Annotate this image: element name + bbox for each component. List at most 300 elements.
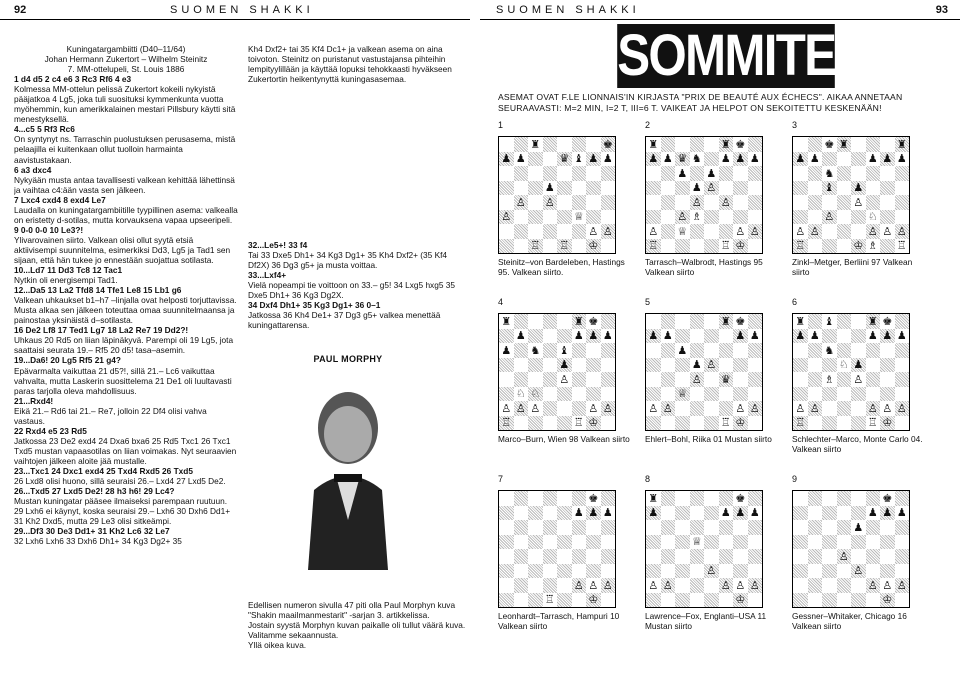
board-square [851,416,866,431]
board-square [837,329,852,344]
diagram-caption: Ehlert–Bohl, Riika 01 Mustan siirto [645,434,772,444]
board-square [601,343,616,358]
board-square [748,314,763,329]
move-sequence: 19...Da6! 20 Lg5 Rf5 21 g4? [14,355,121,366]
chess-piece-square: ♟ [896,152,907,166]
board-square [895,491,910,506]
board-square [601,195,616,210]
board-square [895,535,910,550]
board-square [661,520,676,535]
chess-piece-square: ♖ [557,239,572,254]
board-square [586,372,601,387]
board-square [719,210,734,225]
chess-piece-square: ♜ [648,137,659,151]
chess-piece-square: ♚ [882,491,893,505]
board-square [514,416,529,431]
chess-piece-square: ♙ [704,181,719,196]
board-square [733,564,748,579]
chess-piece-square: ♝ [559,343,570,357]
chess-piece-square: ♖ [573,416,584,430]
board-square [690,166,705,181]
chess-piece-square: ♜ [648,491,659,505]
board-square [514,520,529,535]
board-square [880,239,895,254]
chess-board [498,313,616,431]
chess-piece-square: ♙ [866,401,881,416]
board-square [514,535,529,550]
board-square [675,314,690,329]
chess-piece-square: ♟ [646,329,661,344]
board-square [837,195,852,210]
board-square [514,166,529,181]
chess-piece-square: ♙ [795,401,806,415]
chess-piece-square: ♚ [735,314,746,328]
chess-board [645,313,763,431]
chess-piece-square: ♟ [515,152,526,166]
chess-piece-square: ♙ [719,578,734,593]
chess-piece-square: ♚ [588,491,599,505]
left-page [0,0,470,681]
page-number-left: 92 [14,4,27,16]
board-square [675,137,690,152]
board-square [704,535,719,550]
chess-piece-square: ♟ [691,181,702,195]
move-sequence: 26...Txd5 27 Lxd5 De2! 28 h3 h6! 29 Lc4? [14,486,175,497]
annotation-text: Epävarmalta vaikuttaa 21 d5?!, sillä 21.– Lc6 vaikuttaa vahvalta, mutta Laskerin suosittelema 21 De1 oli luultavasti paras tarjolla oleva mahdollisuus. [14,365,232,396]
annotation-text: 32 Lxh6 Lxh6 33 Dxh6 Dh1+ 34 Kg3 Dg2+ 35 [14,536,182,547]
chess-piece-square: ♙ [704,358,719,373]
chess-piece-square: ♟ [793,329,808,344]
board-square [793,506,808,521]
chess-piece-square: ♛ [719,372,734,387]
annotation-text: On syntynyt ns. Tarraschin puolustuksen perusasema, mistä pelaajilla ei kuitenkaan ollut tuolloin harmainta aavistustakaan. [14,134,236,165]
board-square [543,401,558,416]
chess-piece-square: ♙ [837,549,852,564]
board-square [557,314,572,329]
board-square [661,372,676,387]
board-square [837,224,852,239]
move-sequence: 21...Rxd4! [14,395,54,406]
board-square [808,343,823,358]
chess-board [645,490,763,608]
chess-piece-square: ♟ [586,506,601,521]
board-square [837,564,852,579]
chess-diagram-6 [792,297,928,454]
board-square [704,137,719,152]
board-square [808,239,823,254]
board-square [528,181,543,196]
board-square [748,549,763,564]
chess-board [645,136,763,254]
board-square [514,549,529,564]
board-square [557,224,572,239]
board-square [572,181,587,196]
chess-piece-square: ♞ [530,343,541,357]
board-square [514,137,529,152]
board-square [661,358,676,373]
board-square [733,387,748,402]
board-square [601,593,616,608]
chess-piece-square: ♟ [720,152,731,166]
annotation-text: Laudalla on kuningatargambiitille tyypillinen asema: valkealla on eristetty d-sotilas, mutta korvauksena vapaa upseeripeli. [14,204,238,225]
chess-piece-square: ♔ [880,593,895,608]
board-square [704,152,719,167]
chess-piece-square: ♙ [559,372,570,386]
board-square [793,593,808,608]
chess-piece-square: ♙ [795,224,806,238]
board-square [543,520,558,535]
board-square [601,491,616,506]
chess-diagram-7 [498,474,634,631]
board-square [851,152,866,167]
board-square [586,520,601,535]
board-square [895,593,910,608]
chess-piece-square: ♚ [735,491,746,505]
right-page [480,0,960,681]
board-square [880,166,895,181]
section-intro: ASEMAT OVAT F.LE LIONNAIS'IN KIRJASTA "PRIX DE BEAUTÉ AUX ÉCHECS". AIKAA ANNETAAN SEURAAVASTI: M=2 MIN, I=2 T, III=6 T. VAIKEAT JA HELPOT ON SEKOITETTU KESKENÄÄN! [498,92,903,113]
board-square [528,549,543,564]
chess-diagram-4 [498,297,634,444]
board-square [837,166,852,181]
board-square [895,520,910,535]
board-square [748,210,763,225]
move-sequence: 12...Da5 13 La2 Tfd8 14 Tfe1 Le8 15 Lb1 g6 [14,285,182,296]
board-square [808,535,823,550]
chess-piece-square: ♙ [735,224,746,238]
chess-piece-square: ♙ [895,578,910,593]
board-square [601,314,616,329]
chess-piece-square: ♙ [601,578,616,593]
chess-piece-square: ♖ [646,239,661,254]
board-square [528,578,543,593]
board-square [748,416,763,431]
board-square [675,520,690,535]
board-square [719,224,734,239]
board-square [704,401,719,416]
board-square [851,210,866,225]
diagram-number: 1 [498,120,504,130]
board-square [499,224,514,239]
board-square [586,387,601,402]
board-square [793,210,808,225]
board-square [572,358,587,373]
chess-piece-square: ♔ [880,416,895,431]
chess-piece-square: ♙ [648,401,659,415]
board-square [528,593,543,608]
board-square [822,329,837,344]
diagram-number: 8 [645,474,651,484]
board-square [646,343,661,358]
diagram-number: 7 [498,474,504,484]
board-square [733,195,748,210]
board-square [543,549,558,564]
chess-piece-square: ♚ [588,314,599,328]
board-square [514,578,529,593]
chess-piece-square: ♙ [866,578,881,593]
board-square [719,401,734,416]
board-square [880,387,895,402]
chess-piece-square: ♝ [824,314,835,328]
board-square [837,387,852,402]
board-square [499,549,514,564]
board-square [837,535,852,550]
chess-piece-square: ♙ [572,578,587,593]
chess-piece-square: ♖ [896,239,907,253]
board-square [646,387,661,402]
game-annotation-column [14,44,238,678]
board-square [822,564,837,579]
board-square [572,520,587,535]
game-annotation-continued [248,44,470,114]
board-square [851,166,866,181]
annotation-text: Johan Hermann Zukertort – Wilhelm Steinitz [44,54,208,65]
chess-piece-square: ♗ [691,210,702,224]
board-square [895,372,910,387]
board-square [601,564,616,579]
chess-piece-square: ♖ [720,416,731,430]
board-square [733,520,748,535]
chess-piece-square: ♖ [544,593,555,607]
board-square [880,195,895,210]
board-square [586,343,601,358]
board-square [704,491,719,506]
chess-piece-square: ♟ [809,152,820,166]
board-square [499,181,514,196]
board-square [866,564,881,579]
annotation-text: 26 Lxd8 olisi huono, sillä seuraisi 26.– Lxd4 27 Lxd5 De2. [14,476,226,487]
board-square [601,416,616,431]
diagram-caption: Zinkl–Metger, Berliini 97 Valkean siirto [792,257,913,277]
chess-piece-square: ♙ [501,401,512,415]
chess-piece-square: ♚ [882,314,893,328]
board-square [793,358,808,373]
board-square [733,343,748,358]
chess-piece-square: ♙ [661,401,676,416]
chess-piece-square: ♟ [691,358,702,372]
board-square [572,343,587,358]
board-square [733,549,748,564]
board-square [808,181,823,196]
board-square [793,181,808,196]
chess-piece-square: ♟ [646,506,661,521]
board-square [880,181,895,196]
board-square [704,416,719,431]
board-square [601,166,616,181]
board-square [661,239,676,254]
board-square [499,593,514,608]
board-square [808,314,823,329]
chess-piece-square: ♟ [662,329,673,343]
board-square [808,578,823,593]
board-square [748,181,763,196]
diagram-caption: Steinitz–von Bardeleben, Hastings 95. Valkean siirto. [498,257,625,277]
board-square [733,181,748,196]
board-square [690,343,705,358]
board-square [661,506,676,521]
chess-piece-square: ♜ [719,137,734,152]
paul-morphy-portrait [248,370,448,570]
board-square [822,535,837,550]
board-square [837,152,852,167]
board-square [572,195,587,210]
chess-board [792,490,910,608]
board-square [661,491,676,506]
board-square [586,137,601,152]
board-square [748,239,763,254]
board-square [586,549,601,564]
chess-piece-square: ♔ [586,239,601,254]
board-square [572,372,587,387]
board-square [514,343,529,358]
board-square [748,535,763,550]
board-square [514,564,529,579]
chess-piece-square: ♙ [704,564,719,579]
board-square [557,137,572,152]
chess-piece-square: ♙ [601,224,616,239]
move-sequence: 29...Df3 30 De3 Dd1+ 31 Kh2 Lc6 32 Le7 [14,526,170,537]
board-square [601,210,616,225]
annotation-text: Tai 33 Dxe5 Dh1+ 34 Kg3 Dg1+ 35 Kh4 Dxf2+ (35 Kf4 Df2X) 36 Dg3 g5+ ja musta voittaa. [248,250,448,271]
chess-piece-square: ♕ [675,387,690,402]
board-square [586,195,601,210]
board-square [851,578,866,593]
diagram-caption: Lawrence–Fox, Englanti–USA 11 Mustan siirto [645,611,767,631]
chess-board [792,313,910,431]
board-square [808,564,823,579]
chess-board [792,136,910,254]
chess-piece-square: ♟ [646,152,661,167]
board-square [704,520,719,535]
annotation-text: Edellisen numeron sivulla 47 piti olla Paul Morphyn kuva "Shakin maailmanmestarit" -sarjan 3. artikkelissa. [248,600,456,621]
chess-piece-square: ♘ [838,358,849,372]
board-square [543,578,558,593]
chess-piece-square: ♜ [572,314,587,329]
board-square [557,564,572,579]
board-square [837,343,852,358]
board-square [646,181,661,196]
board-square [661,535,676,550]
board-square [704,314,719,329]
board-square [851,593,866,608]
board-square [704,506,719,521]
chess-piece-square: ♟ [809,329,820,343]
board-square [793,549,808,564]
chess-piece-square: ♜ [501,314,512,328]
board-square [808,593,823,608]
board-square [499,578,514,593]
magazine-title-right: SUOMEN SHAKKI [496,4,640,16]
board-square [880,549,895,564]
board-square [837,416,852,431]
board-square [543,506,558,521]
board-square [543,535,558,550]
chess-piece-square: ♘ [867,210,878,224]
board-square [661,314,676,329]
chess-piece-square: ♟ [896,506,907,520]
chess-piece-square: ♟ [501,343,512,357]
board-square [586,564,601,579]
board-square [557,416,572,431]
board-square [572,137,587,152]
board-square [528,224,543,239]
chess-piece-square: ♖ [720,239,731,253]
board-square [557,578,572,593]
board-square [572,401,587,416]
chess-piece-square: ♙ [748,401,763,416]
board-square [661,224,676,239]
board-square [793,535,808,550]
board-square [793,387,808,402]
annotation-text: Vielä nopeampi tie voittoon on 33.– g5! 34 Lxg5 hxg5 35 Dxe5 Dh1+ 36 Kg3 Dg2X. [248,280,455,301]
chess-piece-square: ♟ [602,152,613,166]
chess-piece-square: ♙ [514,195,529,210]
board-square [528,506,543,521]
board-square [675,578,690,593]
page-number-right: 93 [935,4,948,16]
board-square [866,549,881,564]
board-square [572,224,587,239]
diagram-number: 3 [792,120,798,130]
board-square [528,416,543,431]
board-square [793,491,808,506]
board-square [808,372,823,387]
board-square [543,152,558,167]
board-square [543,166,558,181]
chess-piece-square: ♛ [675,152,690,167]
chess-piece-square: ♟ [677,343,688,357]
chess-piece-square: ♝ [822,181,837,196]
chess-piece-square: ♙ [851,564,866,579]
move-sequence: 16 De2 Lf8 17 Ted1 Lg7 18 La2 Re7 19 Dd2?! [14,325,189,336]
board-square [528,152,543,167]
chess-piece-square: ♝ [573,152,584,166]
board-square [895,549,910,564]
board-square [646,166,661,181]
annotation-text: Ylivarovainen siirto. Valkean olisi ollut syytä etsiä aktiivisempi suunnitelma, esimerkiksi Dd3, Lg5 ja Tad1 sen sijaan, että hän tukee jo ennestään suojattua sotilasta. [14,234,231,265]
board-square [601,520,616,535]
board-square [822,152,837,167]
chess-piece-square: ♟ [851,181,866,196]
board-square [748,593,763,608]
chess-piece-square: ♜ [895,137,910,152]
board-square [837,401,852,416]
diagram-caption: Marco–Burn, Wien 98 Valkean siirto [498,434,630,444]
board-square [822,549,837,564]
board-square [748,166,763,181]
board-square [719,535,734,550]
diagram-caption: Gessner–Whitaker, Chicago 16 Valkean siirto [792,611,907,631]
chess-piece-square: ♙ [895,401,910,416]
board-square [866,195,881,210]
board-square [646,372,661,387]
board-square [499,329,514,344]
board-square [822,239,837,254]
board-square [499,387,514,402]
board-square [851,137,866,152]
board-square [499,520,514,535]
board-square [601,358,616,373]
board-square [543,314,558,329]
chess-piece-square: ♟ [851,358,866,373]
board-square [793,578,808,593]
board-square [543,329,558,344]
chess-piece-square: ♖ [499,416,514,431]
board-square [704,210,719,225]
annotation-text: Jatkossa 36 Kh4 De1+ 37 Dg3 g5+ valkea menettää kuningattarensa. [248,310,441,331]
portrait-title: PAUL MORPHY [313,354,383,364]
board-square [557,210,572,225]
